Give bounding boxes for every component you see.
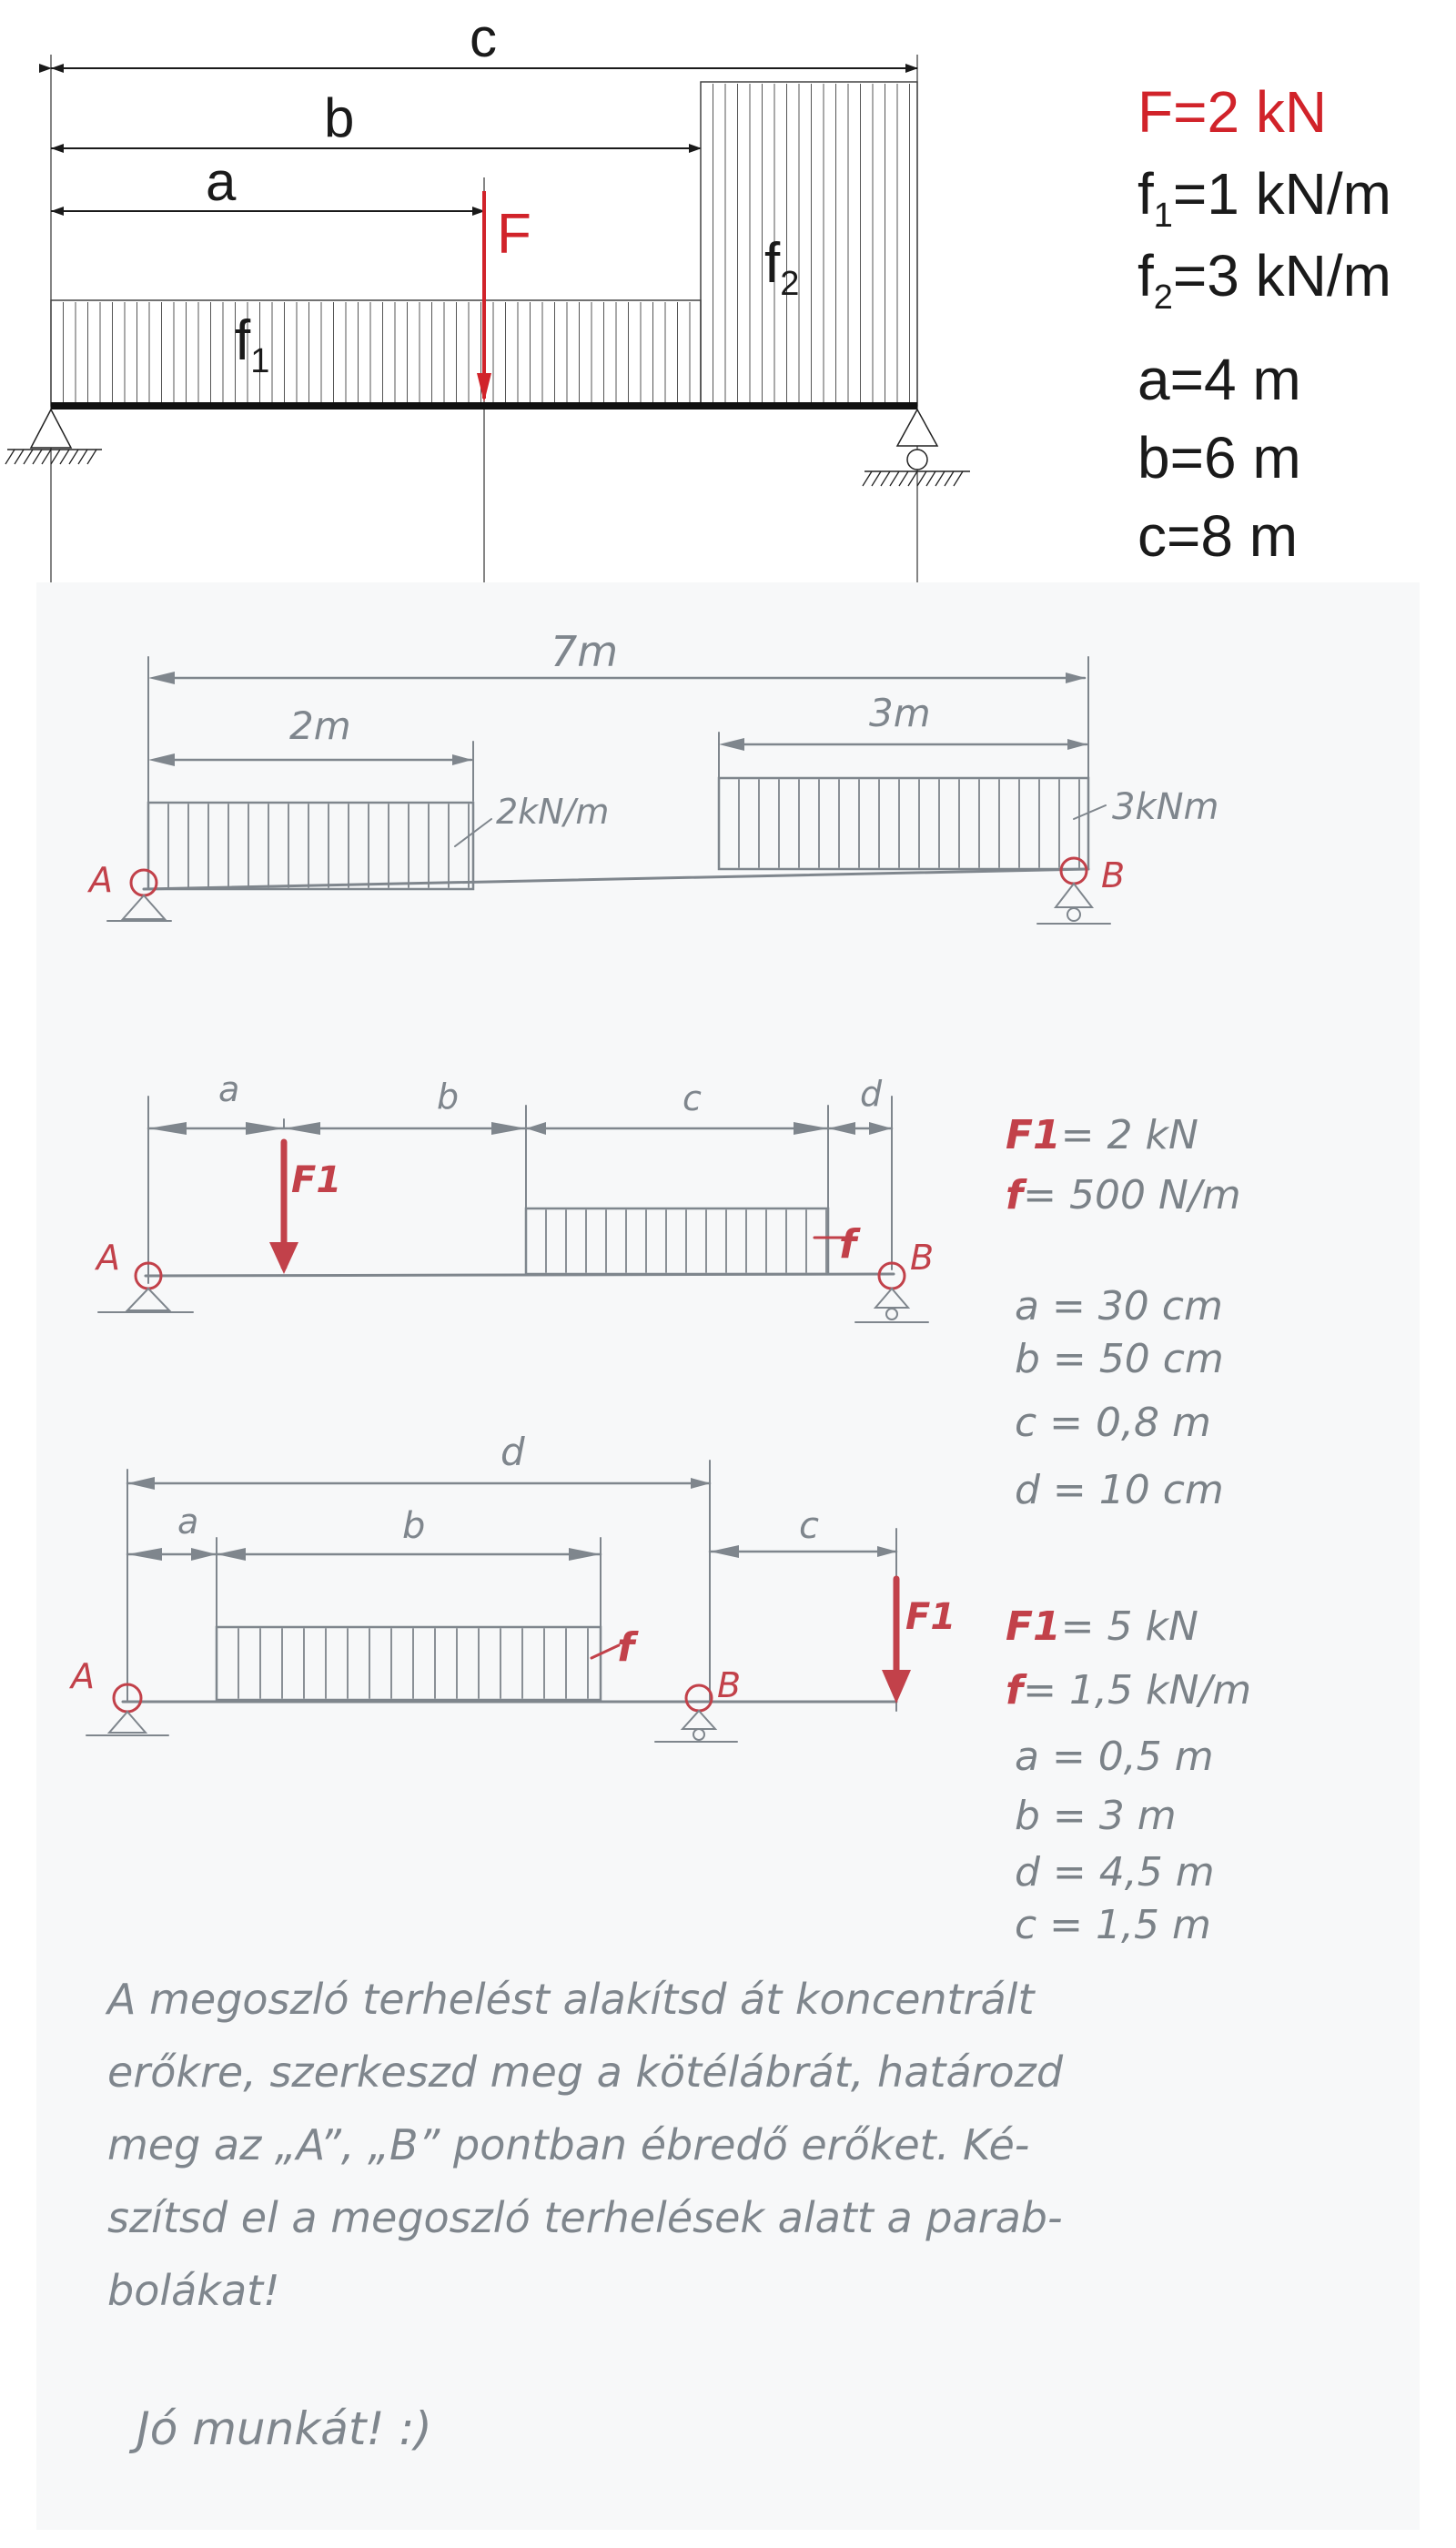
sketch3-load-area bbox=[217, 1627, 601, 1700]
sketch3-force-head bbox=[882, 1670, 911, 1704]
instruction-line-4: szítsd el a megoszló terhelések alatt a parab- bbox=[107, 2193, 1063, 2242]
sketch1-load-right bbox=[719, 778, 1088, 869]
sketch1-hatch-left bbox=[168, 804, 469, 887]
sketch2-dim-d: d bbox=[860, 1074, 883, 1114]
sketch3-load-label: f bbox=[617, 1624, 635, 1671]
ground-hatch-line bbox=[935, 471, 945, 486]
sketch3-load-leader bbox=[592, 1645, 619, 1658]
load-area-f1 bbox=[51, 300, 701, 406]
sketch1-total-label: 7m bbox=[551, 627, 619, 676]
ground-hatch-line bbox=[60, 450, 69, 464]
ground-hatch-line bbox=[863, 471, 872, 486]
sketch2-value-F1: F1= 2 kN bbox=[1006, 1112, 1198, 1158]
sketch1-pin-a bbox=[131, 870, 157, 895]
ground-hatch-line bbox=[24, 450, 33, 464]
sketch1-dim-right-start bbox=[719, 738, 744, 751]
sketch3-label-a: A bbox=[71, 1656, 95, 1696]
sketch2-roller-b bbox=[886, 1309, 897, 1320]
roller-support-right bbox=[863, 410, 970, 486]
sketch3-value-c: c = 1,5 m bbox=[1015, 1902, 1211, 1948]
instruction-line-3: meg az „A”, „B” pontban ébredő erőket. Ké- bbox=[107, 2120, 1030, 2169]
sketch3-value-b: b = 3 m bbox=[1015, 1793, 1177, 1839]
sketch3-pin-b bbox=[686, 1685, 712, 1711]
sketch1-beam bbox=[144, 869, 1088, 889]
sketch3-support-b bbox=[682, 1711, 715, 1729]
ground-hatch-line bbox=[51, 450, 60, 464]
sketch2-label-b: B bbox=[910, 1238, 935, 1278]
ground-hatch-line bbox=[917, 471, 926, 486]
sketch2-value-f: f= 500 N/m bbox=[1006, 1172, 1241, 1218]
sketch1-label-b: B bbox=[1101, 855, 1126, 895]
sketch1-dim-total-start bbox=[148, 672, 175, 684]
sketch2-dim-c: c bbox=[682, 1078, 702, 1118]
value-F: F=2 kN bbox=[1138, 79, 1328, 145]
sketch3-value-d: d = 4,5 m bbox=[1015, 1849, 1215, 1896]
sketch3-dim-total-label: d bbox=[500, 1430, 525, 1474]
sketch3-dim-b-label: b bbox=[402, 1505, 426, 1547]
sketch2-value-c: c = 0,8 m bbox=[1015, 1400, 1211, 1446]
sketch1-right-length: 3m bbox=[869, 691, 931, 735]
value-f2: $f_2=3$ kN/m bbox=[1138, 243, 1391, 317]
sketch3-support-a bbox=[109, 1712, 146, 1733]
ground-hatch-line bbox=[78, 450, 87, 464]
ground-hatch-line bbox=[908, 471, 917, 486]
sketch2-dim-a: a bbox=[218, 1069, 240, 1109]
value-a: a=4 m bbox=[1138, 347, 1301, 412]
ground-hatch-line bbox=[945, 471, 954, 486]
sketch2-hatch bbox=[546, 1210, 826, 1272]
instruction-line-1: A megoszló terhelést alakítsd át koncentrált bbox=[107, 1975, 1035, 2024]
sketch3-label-b: B bbox=[717, 1665, 742, 1705]
dimension-label-a: a bbox=[206, 151, 237, 212]
instruction-line-5: bolákat! bbox=[107, 2266, 280, 2315]
sketch3-roller-b bbox=[693, 1729, 704, 1740]
ground-hatch-line bbox=[881, 471, 890, 486]
sketch3-dim-a-label: a bbox=[177, 1502, 199, 1542]
sketch2-value-b: b = 50 cm bbox=[1015, 1336, 1224, 1382]
ground-hatch-line bbox=[15, 450, 24, 464]
sketch2-value-a: a = 30 cm bbox=[1015, 1283, 1223, 1330]
ground-hatch-line bbox=[33, 450, 42, 464]
load-label-f1: $f_1$ bbox=[235, 309, 270, 380]
sketch2-load-label: f bbox=[839, 1221, 857, 1268]
sketch2-dim-b: b bbox=[437, 1077, 460, 1117]
sketch3-dim-c-start bbox=[710, 1545, 739, 1558]
sketch1-roller-b bbox=[1067, 908, 1080, 921]
sketch1-dim-left-start bbox=[148, 753, 175, 766]
sketch-1 bbox=[86, 627, 1219, 924]
load-hatch-f2 bbox=[713, 84, 910, 404]
sketch3-value-F1: F1= 5 kN bbox=[1006, 1603, 1198, 1650]
sketch1-label-a: A bbox=[89, 860, 113, 900]
ground-hatch-line bbox=[926, 471, 935, 486]
sketch3-dim-total-start bbox=[127, 1477, 155, 1490]
sketch3-value-f: f= 1,5 kN/m bbox=[1006, 1667, 1252, 1714]
sketch1-support-a bbox=[123, 895, 165, 919]
load-hatch-f1 bbox=[64, 302, 691, 404]
sketch1-load-left-label: 2kN/m bbox=[496, 792, 610, 832]
sketch2-force-head bbox=[269, 1242, 298, 1274]
signoff: Jó munkát! :) bbox=[136, 2402, 432, 2455]
ground-hatch-line bbox=[69, 450, 78, 464]
sketch3-dim-c-label: c bbox=[799, 1505, 819, 1547]
force-label: F bbox=[497, 203, 531, 266]
force-arrow-head bbox=[477, 373, 491, 402]
ground-hatch-line bbox=[872, 471, 881, 486]
sketch3-force-label: F1 bbox=[905, 1596, 956, 1638]
ground-hatch-line bbox=[890, 471, 899, 486]
sketch2-load-area bbox=[526, 1208, 828, 1274]
sketch3-hatch bbox=[238, 1629, 588, 1698]
sketch2-value-d: d = 10 cm bbox=[1015, 1467, 1224, 1513]
sketch1-load-left bbox=[148, 803, 473, 889]
value-b: b=6 m bbox=[1138, 425, 1301, 490]
ground-hatch-line bbox=[5, 450, 15, 464]
sketch-2 bbox=[94, 1069, 934, 1322]
ground-hatch-line bbox=[899, 471, 908, 486]
sketch2-force-label: F1 bbox=[291, 1159, 342, 1201]
sketch1-hatch-right bbox=[739, 780, 1079, 867]
sketch1-load-right-label: 3kNm bbox=[1112, 786, 1219, 828]
problem-figure bbox=[5, 7, 970, 582]
sketch1-support-b bbox=[1056, 884, 1092, 907]
instruction-line-2: erőkre, szerkeszd meg a kötélábrát, határozd bbox=[107, 2048, 1064, 2097]
dimension-start-arrows bbox=[51, 64, 64, 216]
sketch3-value-a: a = 0,5 m bbox=[1015, 1734, 1214, 1780]
sketch2-beam bbox=[146, 1274, 894, 1276]
load-label-f2: $f_2$ bbox=[764, 232, 800, 303]
sketch2-support-a bbox=[127, 1289, 169, 1310]
sketch1-left-length: 2m bbox=[289, 703, 351, 748]
ground-hatch-line bbox=[87, 450, 96, 464]
sketch2-support-b bbox=[875, 1289, 908, 1308]
value-f1: $f_1=1$ kN/m bbox=[1138, 161, 1391, 235]
sketch2-label-a: A bbox=[96, 1238, 120, 1278]
ground-hatch-line bbox=[954, 471, 963, 486]
sketch-3 bbox=[68, 1430, 956, 1742]
dimension-label-c: c bbox=[470, 7, 497, 68]
ground-hatch-line bbox=[42, 450, 51, 464]
dimension-label-b: b bbox=[324, 87, 355, 148]
pin-support-left bbox=[5, 410, 102, 464]
value-c: c=8 m bbox=[1138, 503, 1299, 569]
